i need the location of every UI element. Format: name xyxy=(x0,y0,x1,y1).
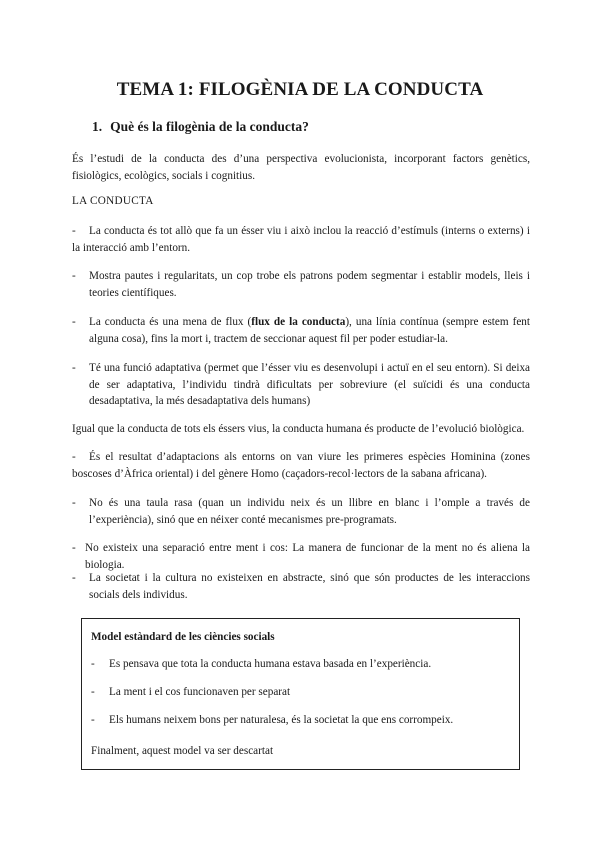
bullet-dash: - xyxy=(72,270,76,282)
intro-paragraph: És l’estudi de la conducta des d’una perspectiva evolucionista, incorporant factors genètics, fisiològics, ecològics, socials i cognitius. xyxy=(72,153,530,182)
summary-box xyxy=(81,618,520,770)
list-item xyxy=(72,314,530,347)
text-segment: La conducta és una mena de flux ( xyxy=(89,316,252,328)
bullet-dash: - xyxy=(72,225,76,237)
box-title: Model estàndard de les ciències socials xyxy=(91,631,275,643)
box-list-item xyxy=(91,686,290,698)
bold-term: flux de la conducta xyxy=(251,316,346,328)
bullet-dash: - xyxy=(72,497,76,509)
heading-number: 1. xyxy=(92,119,103,134)
bullet-dash: - xyxy=(72,451,76,463)
list-item xyxy=(72,570,530,603)
list-item-text: Té una funció adaptativa (permet que l’ésser viu es desenvolupi i actuï en el seu entorn). Si deixa de ser adaptativa, l’individu tindrà dificultats per sobreviure (el suïcidi és una conducta desadaptativa, la més desadaptativa dels humans) xyxy=(89,362,530,407)
list-item xyxy=(72,449,530,482)
page-title: TEMA 1: FILOGÈNIA DE LA CONDUCTA xyxy=(116,79,484,100)
box-item-text: Es pensava que tota la conducta humana estava basada en l’experiència. xyxy=(109,658,432,670)
bullet-dash: - xyxy=(91,658,95,670)
list-item-text: La conducta és tot allò que fa un ésser viu i això inclou la reacció d’estímuls (interns o externs) i la interacció amb l’entorn. xyxy=(72,225,530,254)
box-conclusion: Finalment, aquest model va ser descartat xyxy=(91,745,274,757)
box-item-text: Els humans neixem bons per naturalesa, és la societat la que ens corrompeix. xyxy=(109,714,454,726)
paragraph: Igual que la conducta de tots els éssers vius, la conducta humana és producte de l’evolució biològica. xyxy=(72,423,525,435)
bullet-dash: - xyxy=(72,316,76,328)
heading-text: Què és la filogènia de la conducta? xyxy=(110,119,309,134)
box-list-item xyxy=(91,658,431,670)
list-item-text: No existeix una separació entre ment i cos: La manera de funcionar de la ment no és aliena la biologia. xyxy=(85,542,530,571)
box-item-text: La ment i el cos funcionaven per separat xyxy=(109,686,291,698)
section-label: LA CONDUCTA xyxy=(72,195,154,207)
list-item-text: És el resultat d’adaptacions als entorns on van viure les primeres espècies Hominina (zones boscoses d’Àfrica oriental) i del gènere Homo (caçadors-recol·lectors de la sabana africana). xyxy=(72,451,530,480)
list-item-text: Mostra pautes i regularitats, un cop trobe els patrons podem segmentar i establir models, lleis i teories científiques. xyxy=(89,270,530,299)
list-item xyxy=(72,360,530,410)
list-item xyxy=(72,268,530,301)
text-segment: ), una línia contínua (sempre estem fent alguna cosa), fins la mort i, tractem de seccionar aquest fil per poder estudiar-la. xyxy=(89,316,530,345)
list-item xyxy=(72,495,530,528)
bullet-dash: - xyxy=(72,572,76,584)
bullet-dash: - xyxy=(72,542,76,554)
list-item-text xyxy=(89,314,530,347)
bullet-dash: - xyxy=(91,714,95,726)
list-item xyxy=(72,540,530,573)
list-item xyxy=(72,223,530,256)
list-item-text: No és una taula rasa (quan un individu neix és un llibre en blanc i l’omple a través de l’experiència), sinó que en néixer conté mecanismes pre-programats. xyxy=(89,497,530,526)
bullet-dash: - xyxy=(91,686,95,698)
bullet-dash: - xyxy=(72,362,76,374)
box-list-item xyxy=(91,714,453,726)
section-heading xyxy=(92,119,309,135)
list-item-text: La societat i la cultura no existeixen en abstracte, sinó que són productes de les interaccions socials dels individus. xyxy=(89,572,530,601)
